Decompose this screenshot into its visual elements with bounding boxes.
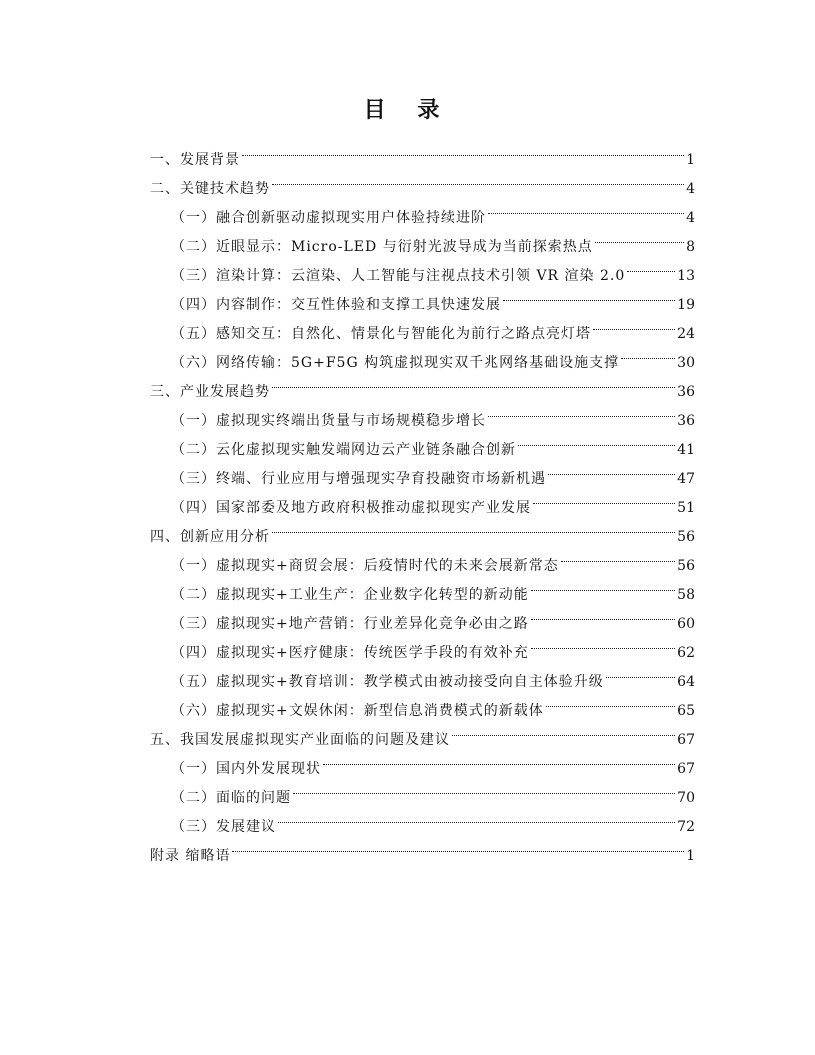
- dot-leader: [621, 338, 675, 367]
- toc-section-entry[interactable]: [150, 831, 695, 864]
- toc-page-number: 4: [686, 181, 695, 197]
- toc-entry-title: （五）感知交互：自然化、情景化与智能化为前行之路点亮灯塔: [171, 326, 591, 342]
- toc-entry-title: （三）发展建议: [171, 819, 276, 835]
- dot-leader: [531, 570, 675, 599]
- dot-leader: [488, 193, 684, 222]
- toc-entry-title: （三）渲染计算：云渲染、人工智能与注视点技术引领 VR 渲染 2.0: [171, 268, 626, 284]
- toc-entry-title: （五）虚拟现实+教育培训：教学模式由被动接受向自主体验升级: [171, 674, 604, 690]
- toc-page-number: 1: [686, 152, 695, 168]
- toc-page-number: 19: [677, 297, 695, 313]
- toc-page-number: 30: [677, 355, 695, 371]
- toc-entry-title: （一）融合创新驱动虚拟现实用户体验持续进阶: [171, 210, 486, 226]
- dot-leader: [627, 251, 675, 280]
- dot-leader: [293, 773, 675, 802]
- toc-page-number: 70: [677, 790, 695, 806]
- toc-entry-title: （四）内容制作：交互性体验和支撑工具快速发展: [171, 297, 501, 313]
- dot-leader: [595, 222, 684, 251]
- dot-leader: [323, 744, 675, 773]
- toc-page-number: 36: [677, 413, 695, 429]
- toc-entry-title: 五、我国发展虚拟现实产业面临的问题及建议: [150, 732, 450, 748]
- dot-leader: [606, 657, 675, 686]
- dot-leader: [561, 541, 675, 570]
- dot-leader: [242, 135, 684, 164]
- toc-page-number: 4: [686, 210, 695, 226]
- toc-entry-title: 附录 缩略语: [150, 848, 231, 864]
- dot-leader: [272, 164, 684, 193]
- toc-entry-title: （二）近眼显示：Micro-LED 与衍射光波导成为当前探索热点: [171, 239, 593, 255]
- dot-leader: [272, 367, 675, 396]
- dot-leader: [232, 831, 684, 860]
- toc-page-number: 62: [677, 645, 695, 661]
- dot-leader: [546, 686, 675, 715]
- toc-entry-title: （一）虚拟现实终端出货量与市场规模稳步增长: [171, 413, 486, 429]
- dot-leader: [272, 512, 675, 541]
- toc-entry-title: 三、产业发展趋势: [150, 384, 270, 400]
- toc-entry-title: （三）虚拟现实+地产营销：行业差异化竞争必由之路: [171, 616, 529, 632]
- toc-page-number: 51: [677, 500, 695, 516]
- toc-page-number: 56: [677, 529, 695, 545]
- dot-leader: [278, 802, 675, 831]
- toc-entry-title: （四）虚拟现实+医疗健康：传统医学手段的有效补充: [171, 645, 529, 661]
- toc-page-number: 13: [677, 268, 695, 284]
- toc-entry-title: （四）国家部委及地方政府积极推动虚拟现实产业发展: [171, 500, 531, 516]
- dot-leader: [531, 628, 675, 657]
- dot-leader: [548, 454, 675, 483]
- toc-entry-title: （一）虚拟现实+商贸会展：后疫情时代的未来会展新常态: [171, 558, 559, 574]
- dot-leader: [503, 280, 675, 309]
- toc-entry-title: （一）国内外发展现状: [171, 761, 321, 777]
- toc-page-number: 60: [677, 616, 695, 632]
- toc-entry-title: 二、关键技术趋势: [150, 181, 270, 197]
- dot-leader: [533, 483, 675, 512]
- toc-page-number: 36: [677, 384, 695, 400]
- toc-section-entry[interactable]: [150, 135, 695, 168]
- toc-page-number: 41: [677, 442, 695, 458]
- toc-entry-title: （二）虚拟现实+工业生产：企业数字化转型的新动能: [171, 587, 529, 603]
- toc-page-number: 65: [677, 703, 695, 719]
- toc-page-number: 8: [686, 239, 695, 255]
- toc-page-number: 56: [677, 558, 695, 574]
- toc-title: 目 录: [363, 97, 452, 123]
- dot-leader: [531, 599, 675, 628]
- dot-leader: [593, 309, 675, 338]
- toc-page-number: 58: [677, 587, 695, 603]
- toc-list: [150, 135, 695, 864]
- toc-page-number: 67: [677, 732, 695, 748]
- toc-entry-title: （二）面临的问题: [171, 790, 291, 806]
- toc-entry-title: （六）网络传输：5G+F5G 构筑虚拟现实双千兆网络基础设施支撑: [171, 355, 620, 371]
- toc-page-number: 47: [677, 471, 695, 487]
- toc-entry-title: 四、创新应用分析: [150, 529, 270, 545]
- dot-leader: [452, 715, 675, 744]
- toc-page-number: 72: [677, 819, 695, 835]
- toc-entry-title: （二）云化虚拟现实触发端网边云产业链条融合创新: [171, 442, 516, 458]
- toc-page-number: 1: [686, 848, 695, 864]
- toc-page-number: 67: [677, 761, 695, 777]
- toc-page-number: 24: [677, 326, 695, 342]
- dot-leader: [518, 425, 675, 454]
- toc-entry-title: 一、发展背景: [150, 152, 240, 168]
- toc-entry-title: （三）终端、行业应用与增强现实孕育投融资市场新机遇: [171, 471, 546, 487]
- toc-page-number: 64: [677, 674, 695, 690]
- toc-entry-title: （六）虚拟现实+文娱休闲：新型信息消费模式的新载体: [171, 703, 544, 719]
- dot-leader: [488, 396, 675, 425]
